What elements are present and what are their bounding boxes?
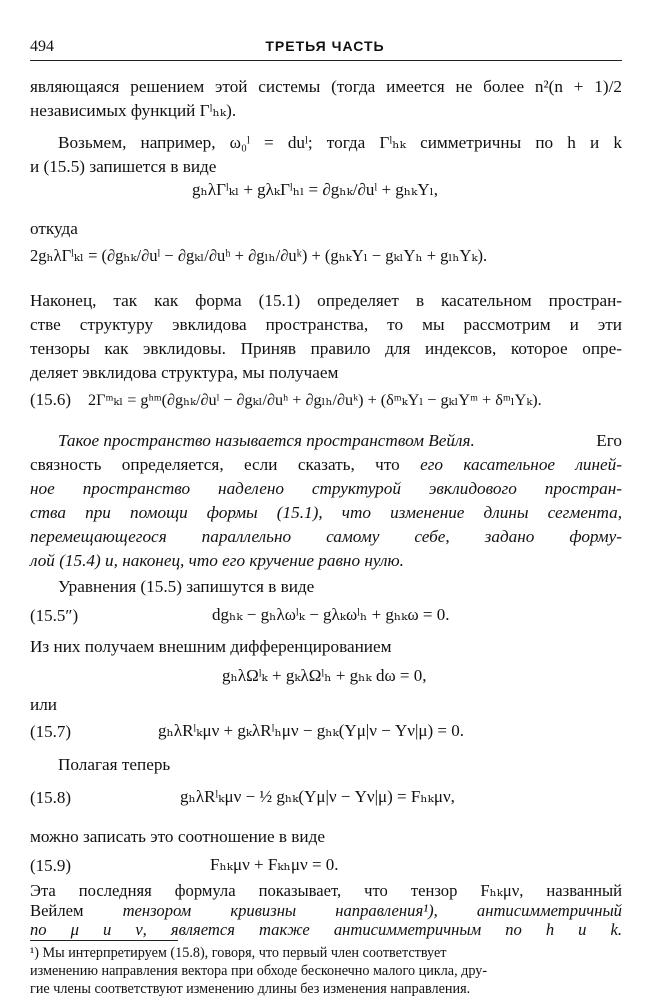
text-line: ства при помощи формы (15.1), что изменение длины сегмента, — [30, 503, 622, 522]
text-italic: его касательное линей- — [420, 455, 623, 474]
text-line — [30, 430, 622, 452]
text-span: Вейлем — [30, 901, 84, 920]
page-number: 494 — [30, 38, 54, 55]
text-italic: тензором кривизны направления¹), — [122, 901, 438, 920]
equation-15-6: 2Γᵐₖₗ = gʰᵐ(∂gₕₖ/∂uˡ − ∂gₖₗ/∂uʰ + ∂gₗₕ/∂uᵏ) + (δᵐₖYₗ − gₖₗYᵐ + δᵐₗYₖ). — [88, 391, 542, 409]
text-line: перемещающегося параллельно самому себе, задано форму- — [30, 527, 622, 546]
text-line: или — [30, 695, 57, 714]
text-line: ное пространство наделено структурой эвклидового простран- — [30, 479, 622, 498]
equation-number: (15.5″) — [30, 606, 79, 625]
text-line: лой (15.4) и, наконец, что его кручение равно нулю. — [30, 551, 404, 570]
text-line: являющаяся решением этой системы (тогда имеется не более n²(n + 1)/2 — [30, 77, 622, 96]
text-line: Возьмем, например, ω₀ˡ = duˡ; тогда Γˡₕₖ симметричны по h и k — [58, 133, 622, 152]
text-span: связность определяется, если сказать, что — [30, 455, 400, 474]
running-title: ТРЕТЬЯ ЧАСТЬ — [265, 38, 385, 54]
text-italic: Такое пространство называется пространством Вейля. — [58, 431, 475, 450]
header-rule — [30, 60, 622, 61]
text-line: деляет эвклидова структура, мы получаем — [30, 363, 339, 382]
text-line: Наконец, так как форма (15.1) определяет в касательном простран- — [30, 291, 622, 310]
text-line: можно записать это соотношение в виде — [30, 827, 325, 846]
footnote-rule — [30, 940, 178, 941]
text-span: Его — [596, 431, 622, 450]
equation-unnumbered-2: 2gₕλΓˡₖₗ = (∂gₕₖ/∂uˡ − ∂gₖₗ/∂uʰ + ∂gₗₕ/∂uᵏ) + (gₕₖYₗ − gₖₗYₕ + gₗₕYₖ). — [30, 246, 488, 265]
footnote-line: гие члены соответствуют изменению длины без изменения направления. — [30, 981, 471, 997]
text-line: стве структуру эвклидова пространства, то мы рассмотрим и эти — [30, 315, 622, 334]
text-line: Уравнения (15.5) запишутся в виде — [58, 577, 315, 596]
footnote-line: изменению направления вектора при обходе бесконечно малого цикла, дру- — [30, 963, 488, 979]
text-line: и (15.5) запишется в виде — [30, 157, 217, 176]
equation-15-9: Fₕₖμν + Fₖₕμν = 0. — [210, 855, 339, 874]
text-line: по μ и ν, является также антисимметричным по h и k. — [30, 920, 622, 939]
equation-number: (15.6) — [30, 390, 72, 409]
equation-15-8: gₕλRˡₖμν − ½ gₕₖ(Yμ|ν − Yν|μ) = Fₕₖμν, — [180, 787, 455, 806]
equation-number: (15.8) — [30, 788, 72, 807]
text-line: Полагая теперь — [58, 755, 171, 774]
equation-unnumbered-3: gₕλΩˡₖ + gₖλΩˡₕ + gₕₖ dω = 0, — [222, 666, 427, 685]
text-line: независимых функций Γˡₕₖ). — [30, 101, 237, 120]
footnote-line: ¹) Мы интерпретируем (15.8), говоря, что первый член соответствует — [30, 945, 447, 961]
text-line: тензоры как эвклидовы. Приняв правило для индексов, которое опре- — [30, 339, 622, 358]
equation-unnumbered-1: gₕλΓˡₖₗ + gλₖΓˡₕₗ = ∂gₕₖ/∂uˡ + gₕₖYₗ, — [192, 180, 439, 199]
equation-number: (15.7) — [30, 722, 72, 741]
text-line: Эта последняя формула показывает, что тензор Fₕₖμν, названный — [30, 881, 622, 900]
text-italic: антисимметричный — [476, 901, 622, 920]
text-line — [30, 454, 622, 476]
equation-15-5pp: dgₕₖ − gₕλωˡₖ − gλₖωˡₕ + gₕₖω = 0. — [212, 605, 450, 624]
text-line: Из них получаем внешним дифференцированием — [30, 637, 392, 656]
text-line — [30, 900, 622, 922]
text-line: откуда — [30, 219, 78, 238]
equation-15-7: gₕλRˡₖμν + gₖλRˡₕμν − gₕₖ(Yμ|ν − Yν|μ) = 0. — [158, 721, 464, 740]
page-header — [30, 38, 620, 60]
equation-number: (15.9) — [30, 856, 72, 875]
